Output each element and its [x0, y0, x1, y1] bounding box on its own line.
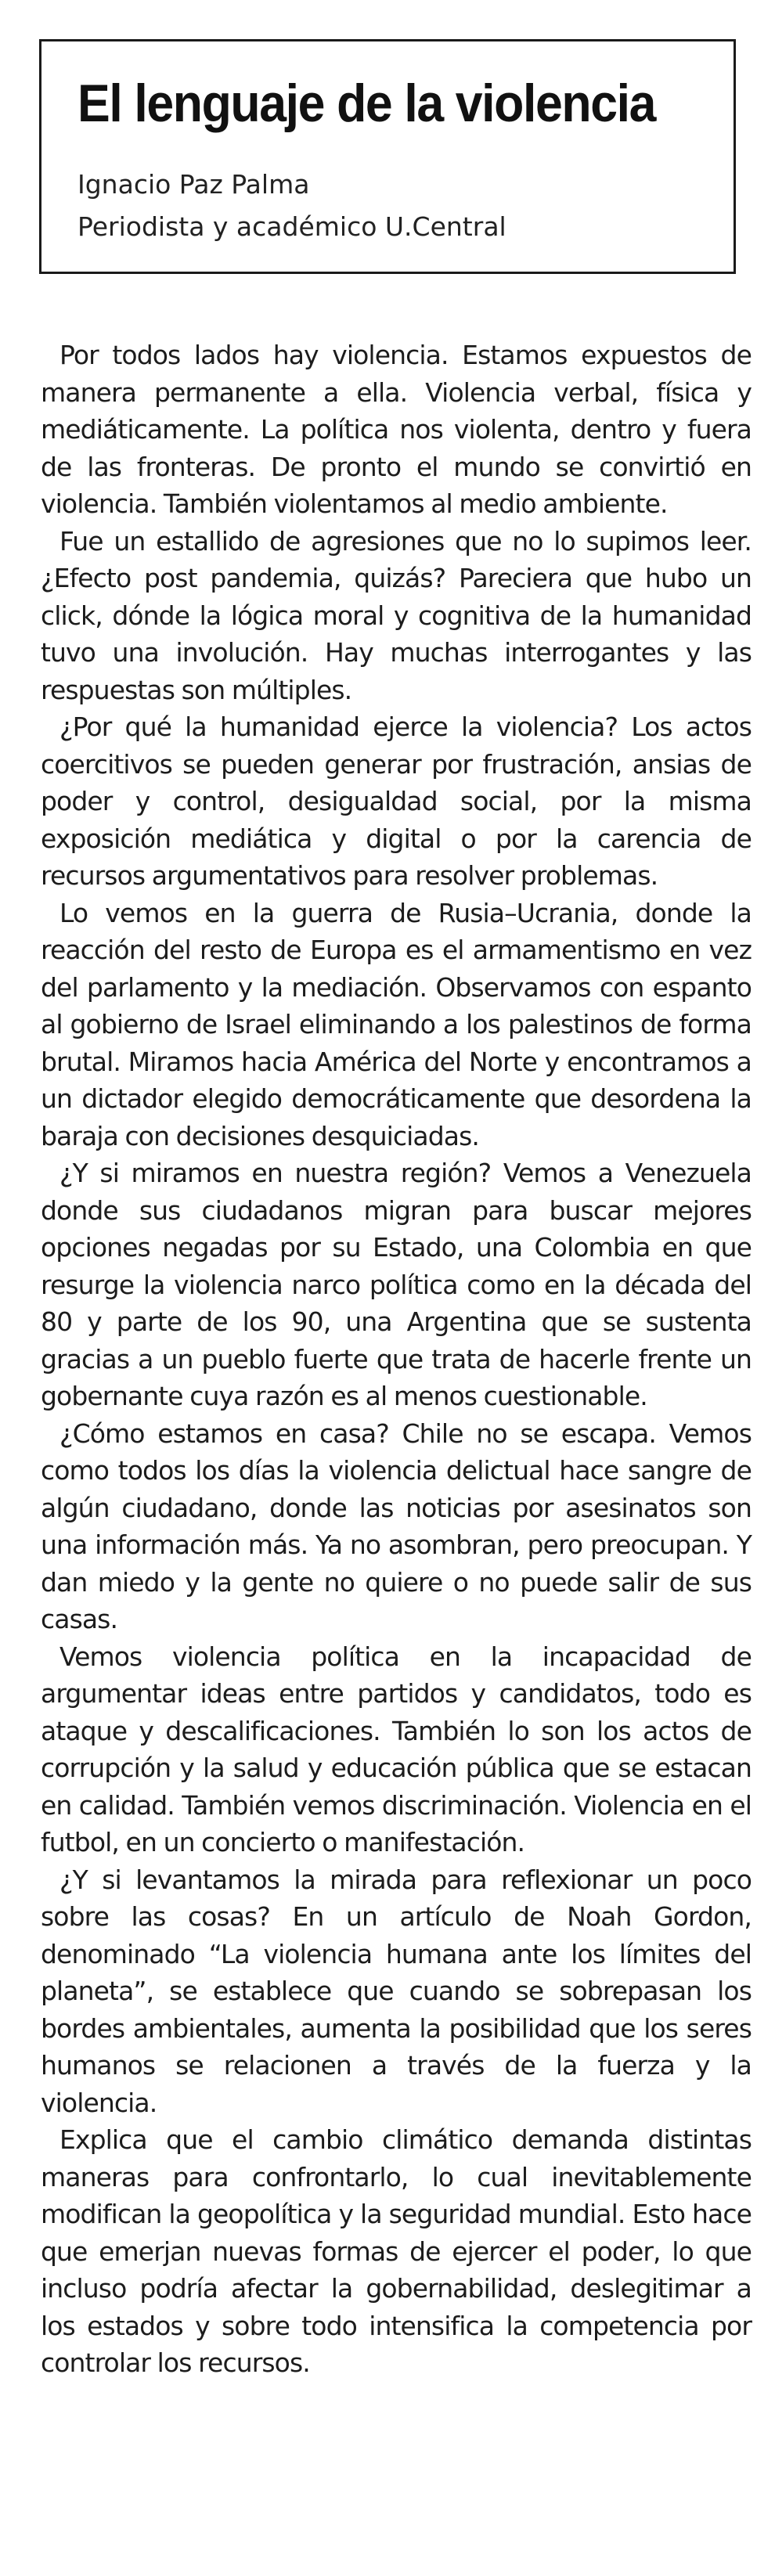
- author-role: Periodista y académico U.Central: [78, 211, 506, 242]
- article-paragraph: Lo vemos en la guerra de Rusia–Ucrania, donde la reacción del resto de Europa es el armamentismo en vez del parlamento y la mediación. Observamos con espanto al gobierno de Israel eliminando a los palestinos de forma brutal. Miramos hacia América del Norte y encontramos a un dictador elegido democráticamente que desordena la baraja con decisiones desquiciadas.: [41, 897, 752, 1151]
- article-paragraph: ¿Por qué la humanidad ejerce la violencia? Los actos coercitivos se pueden generar por frustración, ansias de poder y control, desigualdad social, por la misma exposición mediática y digital o por la carencia de recursos argumentativos para resolver problemas.: [41, 712, 752, 891]
- article-paragraph: Por todos lados hay violencia. Estamos expuestos de manera permanente a ella. Violencia verbal, física y mediáticamente. La política nos violenta, dentro y fuera de las fronteras. De pronto el mundo se convirtió en violencia. También violentamos al medio ambiente.: [41, 340, 752, 519]
- article-paragraph: Explica que el cambio climático demanda distintas maneras para confrontarlo, lo cual inevitablemente modifican la geopolítica y la seguridad mundial. Esto hace que emerjan nuevas formas de ejercer el poder, lo que incluso podría afectar la gobernabilidad, deslegitimar a los estados y sobre todo intensifica la competencia por controlar los recursos.: [41, 2124, 752, 2378]
- article-paragraph: ¿Y si levantamos la mirada para reflexionar un poco sobre las cosas? En un artículo de Noah Gordon, denominado “La violencia humana ante los límites del planeta”, se establece que cuando se sobrepasan los bordes ambientales, aumenta la posibilidad que los seres humanos se relacionen a través de la fuerza y la violencia.: [41, 1864, 752, 2118]
- article-paragraph: Fue un estallido de agresiones que no lo supimos leer. ¿Efecto post pandemia, quizás? Pareciera que hubo un click, dónde la lógica moral y cognitiva de la humanidad tuvo una involución. Hay muchas interrogantes y las respuestas son múltiples.: [41, 525, 752, 705]
- article-paragraph: ¿Y si miramos en nuestra región? Vemos a Venezuela donde sus ciudadanos migran para buscar mejores opciones negadas por su Estado, una Colombia en que resurge la violencia narco política como en la década del 80 y parte de los 90, una Argentina que se sustenta gracias a un pueblo fuerte que trata de hacerle frente un gobernante cuya razón es al menos cuestionable.: [41, 1158, 752, 1411]
- article-paragraph: ¿Cómo estamos en casa? Chile no se escapa. Vemos como todos los días la violencia delictual hace sangre de algún ciudadano, donde las noticias por asesinatos son una información más. Ya no asombran, pero preocupan. Y dan miedo y la gente no quiere o no puede salir de sus casas.: [41, 1418, 752, 1634]
- article-title: El lenguaje de la violencia: [78, 74, 656, 133]
- article-paragraph: Vemos violencia política en la incapacidad de argumentar ideas entre partidos y candidatos, todo es ataque y descalificaciones. También lo son los actos de corrupción y la salud y educación pública que se estacan en calidad. También vemos discriminación. Violencia en el futbol, en un concierto o manifestación.: [41, 1641, 752, 1857]
- article-body: [41, 337, 752, 2382]
- headline-box: [39, 39, 736, 274]
- author-name: Ignacio Paz Palma: [78, 169, 310, 200]
